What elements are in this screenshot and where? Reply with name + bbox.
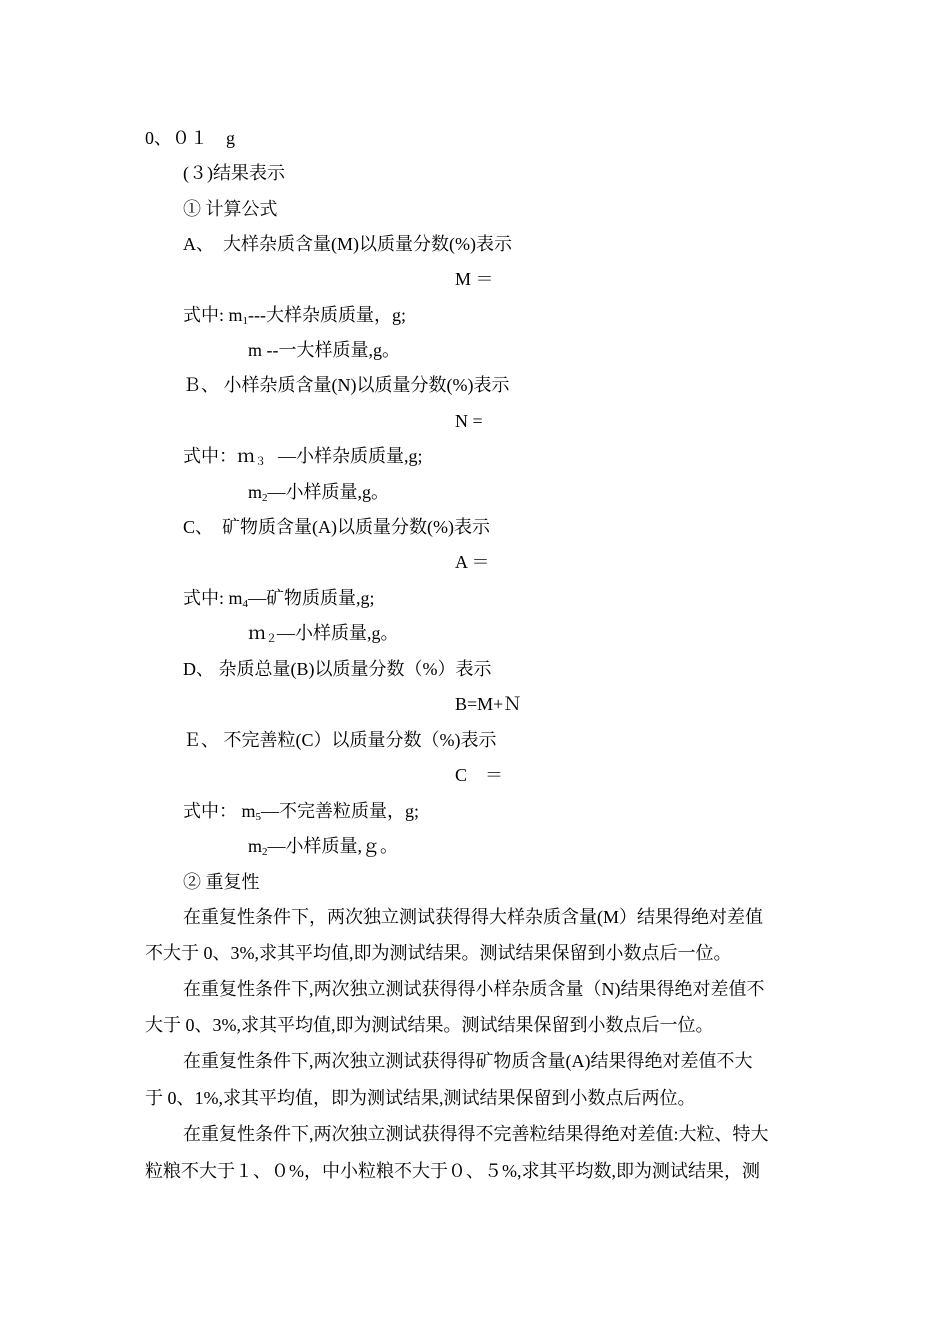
text-line: 0、０１ g xyxy=(145,128,235,148)
formula-legend xyxy=(248,622,399,644)
formula: M ＝ xyxy=(455,269,494,289)
text-span: ---大样杂质质量，g; xyxy=(248,305,406,325)
paragraph-line: 在重复性条件下,两次独立测试获得得不完善粒结果得绝对差值:大粒、特大 xyxy=(183,1124,769,1144)
text-span: —小样质量,g。 xyxy=(267,482,390,502)
formula-legend: m --一大样质量,g。 xyxy=(248,340,400,360)
paragraph-line: 粒粮不大于１、０%，中小粒粮不大于０、５%,求其平均数,即为测试结果，测 xyxy=(145,1161,760,1181)
text-span: 式中: m xyxy=(183,305,243,325)
subscript: ２ xyxy=(266,633,277,645)
subscript: 2 xyxy=(262,846,268,858)
paragraph-line: 在重复性条件下,两次独立测试获得得矿物质含量(A)结果得绝对差值不大 xyxy=(183,1051,753,1071)
text-span: —不完善粒质量，g; xyxy=(261,801,420,821)
subscript: 2 xyxy=(262,492,268,504)
paragraph-line: 不大于 0、3%,求其平均值,即为测试结果。测试结果保留到小数点后一位。 xyxy=(145,943,732,963)
formula-legend xyxy=(183,800,419,822)
formula-legend xyxy=(183,445,423,467)
formula: C ＝ xyxy=(455,765,504,785)
item-heading: A、 大样杂质含量(M)以质量分数(%)表示 xyxy=(183,234,512,254)
paragraph-line: 于 0、1%,求其平均值，即为测试结果,测试结果保留到小数点后两位。 xyxy=(145,1088,696,1108)
item-heading: Ｂ、 小样杂质含量(N)以质量分数(%)表示 xyxy=(183,375,510,395)
formula-legend xyxy=(248,481,389,503)
section-heading: (３)结果表示 xyxy=(183,163,285,183)
text-span: ｍ xyxy=(248,623,266,643)
item-heading: D、 杂质总量(B)以质量分数（%）表示 xyxy=(183,659,492,679)
formula: A ＝ xyxy=(455,552,490,572)
formula: B=M+Ｎ xyxy=(455,694,522,714)
subscript: ３ xyxy=(255,456,266,468)
item-heading: Ｅ、 不完善粒(C）以质量分数（%)表示 xyxy=(183,730,497,750)
subsection-heading: ① 计算公式 xyxy=(183,199,278,219)
paragraph-line: 在重复性条件下,两次独立测试获得得小样杂质含量（N)结果得绝对差值不 xyxy=(183,979,765,999)
text-span: m xyxy=(248,836,263,856)
text-span: —矿物质质量,g; xyxy=(248,588,375,608)
item-heading: C、 矿物质含量(A)以质量分数(%)表示 xyxy=(183,517,490,537)
paragraph-line: 在重复性条件下，两次独立测试获得得大样杂质含量(M）结果得绝对差值 xyxy=(183,907,763,927)
text-span: m xyxy=(248,482,263,502)
text-span: 式中： m xyxy=(183,801,256,821)
subscript: 5 xyxy=(255,811,262,823)
subsection-heading: ② 重复性 xyxy=(183,872,260,892)
subscript: 1 xyxy=(242,315,249,327)
formula-legend xyxy=(248,835,398,857)
text-span: —小样质量,ｇ。 xyxy=(267,836,399,856)
text-span: 式中: m xyxy=(183,588,243,608)
formula: N = xyxy=(455,411,483,431)
formula-legend xyxy=(183,304,406,326)
subscript: 4 xyxy=(242,598,249,610)
paragraph-line: 大于 0、3%,求其平均值,即为测试结果。测试结果保留到小数点后一位。 xyxy=(145,1015,714,1035)
formula-legend xyxy=(183,587,375,609)
text-span: 式中：ｍ xyxy=(183,446,255,466)
text-span: —小样杂质质量,g; xyxy=(278,446,423,466)
text-span: —小样质量,g。 xyxy=(277,623,399,643)
